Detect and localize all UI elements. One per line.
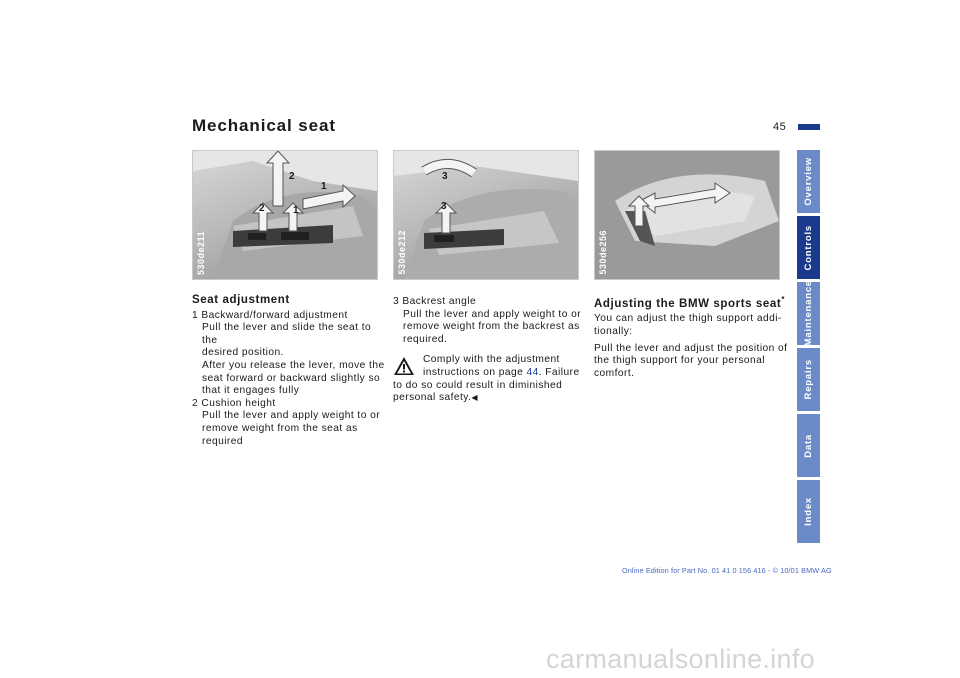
marker-1-top: 1 [321, 181, 327, 192]
watermark: carmanualsonline.info [546, 644, 815, 674]
image-code: 530de211 [196, 230, 206, 275]
seat-adjustment-section [192, 294, 387, 448]
end-mark-icon: ◀ [471, 393, 478, 403]
warning-icon [393, 356, 415, 376]
marker-1-lever: 1 [293, 205, 299, 216]
backrest-section [393, 296, 583, 405]
tab-repairs[interactable]: Repairs [797, 348, 820, 411]
list-item: 3 Backrest angle Pull the lever and apply weight to or remove weight from the backrest as required. [393, 296, 582, 345]
page-link[interactable]: 44 [526, 366, 539, 378]
tab-index[interactable]: Index [797, 480, 820, 543]
marker-3-lever: 3 [441, 201, 447, 212]
paragraph: Pull the lever and adjust the position of the thigh support for your personal comfort. [594, 342, 788, 379]
list-item: 2 Cushion height Pull the lever and apply weight to or remove weight from the seat as required [192, 397, 381, 447]
marker-3-top: 3 [442, 171, 448, 182]
page-number-marker [798, 124, 820, 130]
section-heading: Adjusting the BMW sports seat* [594, 295, 786, 310]
image-code: 530de212 [397, 230, 407, 275]
marker-2-top: 2 [289, 171, 295, 182]
marker-2-lever: 2 [259, 203, 265, 214]
tab-controls[interactable]: Controls [797, 216, 820, 279]
page-title: Mechanical seat [192, 116, 336, 135]
page-number: 45 [773, 121, 787, 133]
list-item: 1 Backward/forward adjustment Pull the lever and slide the seat to the desired position. After you release the lever, move the seat forward or backward slightly so that it engages fully [192, 309, 385, 397]
sports-seat-image [594, 150, 780, 280]
sports-seat-section [594, 294, 790, 384]
image-code: 530de256 [598, 230, 608, 275]
safety-warning: Comply with the adjustment instructions on page 44. Failure to do so could result in diminished personal safety.◀ [393, 354, 580, 404]
seat-adjustment-image [192, 150, 378, 280]
backrest-adjustment-image [393, 150, 579, 280]
tab-overview[interactable]: Overview [797, 150, 820, 213]
paragraph: You can adjust the thigh support addi- tionally: [594, 313, 782, 338]
tab-maintenance[interactable]: Maintenance [797, 282, 820, 345]
footer-text: Online Edition for Part No. 01 41 0 156 416 - © 10/01 BMW AG [622, 566, 832, 575]
section-heading: Seat adjustment [192, 294, 290, 306]
tab-data[interactable]: Data [797, 414, 820, 477]
